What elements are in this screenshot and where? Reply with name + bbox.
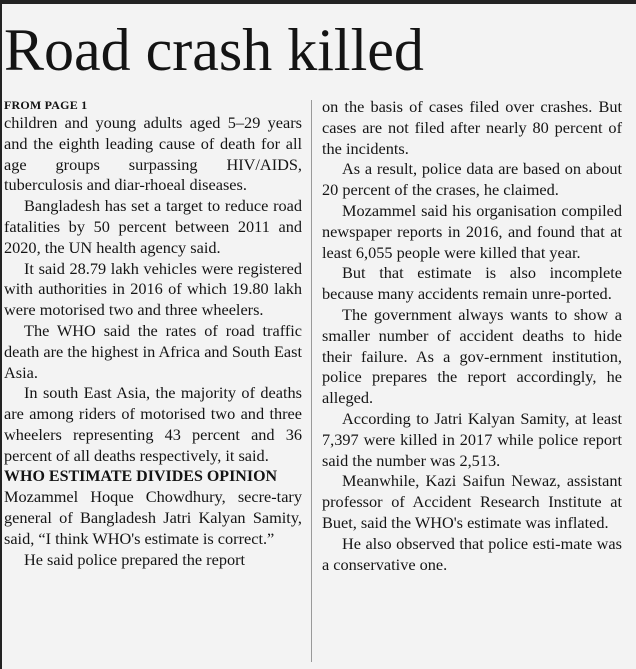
section-subhead: WHO ESTIMATE DIVIDES OPINION [4,467,278,485]
paragraph: The WHO said the rates of road traffic death are the highest in Africa and South East Asia. [4,320,302,382]
paragraph: Mozammel Hoque Chowdhury, secre-tary general of Bangladesh Jatri Kalyan Samity, said, “I think WHO's estimate is correct.” [4,487,302,548]
paragraph: He said police prepared the report [24,549,246,569]
paragraph: But that estimate is also incomplete because many accidents remain unre-ported. [322,263,622,304]
paragraph: The government always wants to show a smaller number of accident deaths to hide their failure. As a gov-ernment institution, police prepares the report accordingly, he alleged. [322,304,622,408]
paragraph: on the basis of cases filed over crashes. But cases are not filed after nearly 80 percent of the incidents. [322,97,622,158]
continuation-kicker: FROM PAGE 1 [4,98,88,112]
paragraph: According to Jatri Kalyan Samity, at least 7,397 were killed in 2017 while police report said the number was 2,513. [322,408,622,470]
paragraph: Mozammel said his organisation compiled newspaper reports in 2016, and found that at least 6,055 people were killed that year. [322,200,622,262]
paragraph: In south East Asia, the majority of deaths are among riders of motorised two and three wheelers representing 43 percent and 36 percent of all deaths respectively, it said. [4,383,302,465]
paragraph: It said 28.79 lakh vehicles were registered with authorities in 2016 of which 19.80 lakh were motorised two and three wheelers. [4,258,302,320]
top-border-rule [0,0,636,4]
column-divider [311,100,312,662]
article-column-right [322,97,622,575]
paragraph: Bangladesh has set a target to reduce road fatalities by 50 percent between 2011 and 2020, the UN health agency said. [4,196,302,257]
left-border-rule [0,0,2,669]
paragraph: Meanwhile, Kazi Saifun Newaz, assistant professor of Accident Research Institute at Buet, said the WHO's estimate was inflated. [322,471,622,532]
paragraph: He also observed that police esti-mate was a conservative one. [322,533,622,574]
paragraph: As a result, police data are based on about 20 percent of the crases, he claimed. [322,159,622,200]
article-column-left [4,97,302,571]
article-headline: Road crash killed [4,17,424,83]
paragraph: children and young adults aged 5–29 years and the eighth leading cause of death for all age groups surpassing HIV/AIDS, tuberculosis and diar-rhoeal diseases. [4,113,302,195]
